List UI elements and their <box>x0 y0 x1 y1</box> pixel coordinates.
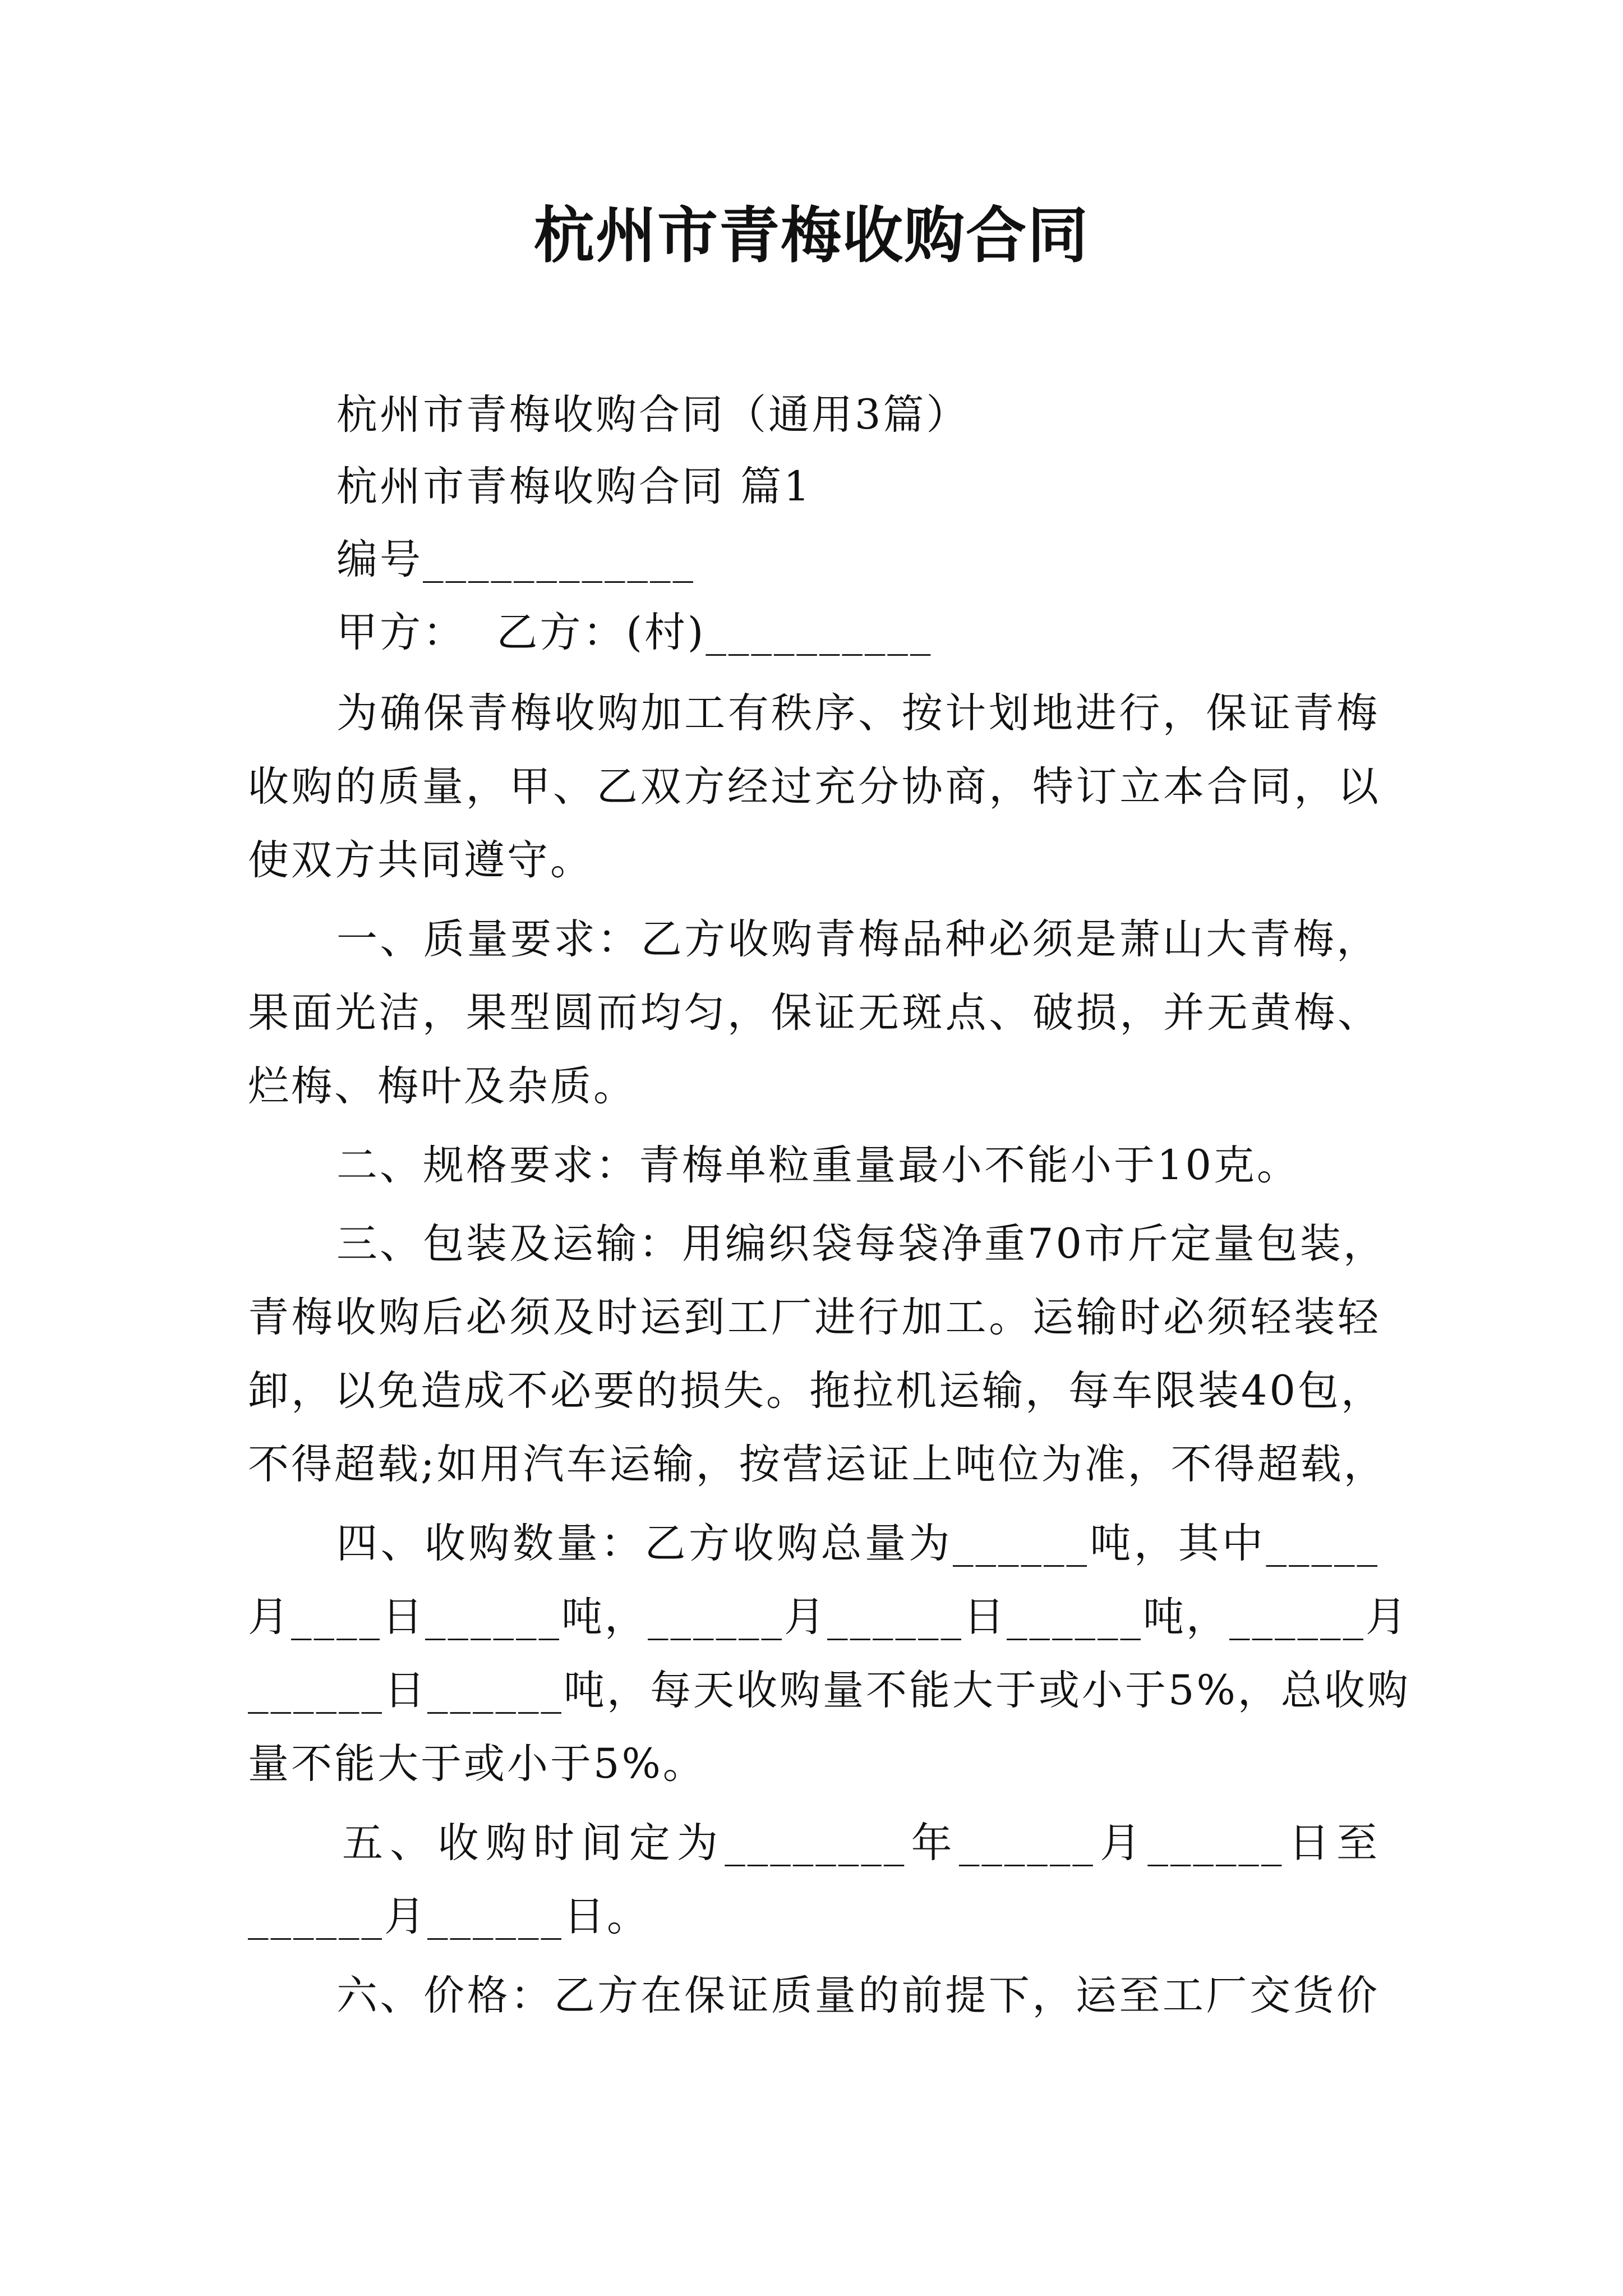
paragraph-line: 使双方共同遵守。 <box>248 836 593 884</box>
paragraph-line: 五、收购时间定为________年______月______日至 <box>342 1819 1380 1867</box>
paragraph-line: 为确保青梅收购加工有秩序、按计划地进行，保证青梅 <box>336 689 1380 737</box>
subtitle-line: 杭州市青梅收购合同（通用3篇） <box>336 391 970 439</box>
parties-line: 甲方： 乙方：(村)__________ <box>336 609 933 656</box>
section-heading: 杭州市青梅收购合同 篇1 <box>336 463 812 510</box>
paragraph-line: 月____日______吨，______月______日______吨，______月 <box>248 1593 1409 1641</box>
paragraph-line: ______月______日。 <box>248 1893 650 1940</box>
paragraph-line: 果面光洁，果型圆而均匀，保证无斑点、破损，并无黄梅、 <box>248 989 1381 1037</box>
contract-number-line: 编号____________ <box>336 536 695 583</box>
paragraph-line: 烂梅、梅叶及杂质。 <box>248 1062 637 1110</box>
paragraph-line: 不得超载;如用汽车运输，按营运证上吨位为准，不得超载， <box>248 1441 1387 1488</box>
paragraph-line: 卸，以免造成不必要的损失。拖拉机运输，每车限装40包， <box>248 1367 1384 1415</box>
paragraph-line: 三、包装及运输：用编织袋每袋净重70市斤定量包装， <box>336 1220 1386 1268</box>
paragraph-line: 一、质量要求：乙方收购青梅品种必须是萧山大青梅， <box>336 915 1380 963</box>
paragraph-line: 六、价格：乙方在保证质量的前提下，运至工厂交货价 <box>336 1972 1380 2019</box>
paragraph-line: 收购的质量，甲、乙双方经过充分协商，特订立本合同，以 <box>248 763 1381 811</box>
paragraph-line: 四、收购数量：乙方收购总量为______吨，其中_____ <box>336 1520 1380 1567</box>
paragraph-line: 二、规格要求：青梅单粒重量最小不能小于10克。 <box>336 1142 1300 1189</box>
paragraph-line: 量不能大于或小于5%。 <box>248 1740 706 1788</box>
paragraph-line: ______日______吨，每天收购量不能大于或小于5%，总收购 <box>248 1667 1410 1714</box>
document-title: 杭州市青梅收购合同 <box>533 200 1089 271</box>
paragraph-line: 青梅收购后必须及时运到工厂进行加工。运输时必须轻装轻 <box>248 1294 1381 1341</box>
